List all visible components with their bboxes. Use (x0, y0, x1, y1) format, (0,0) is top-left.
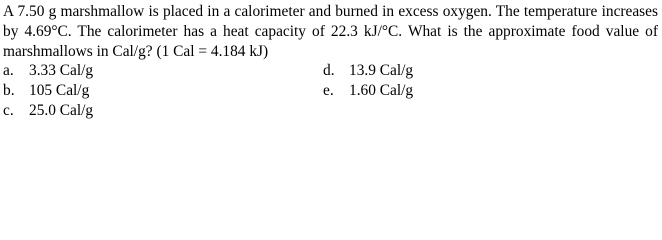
choice-letter: d. (323, 62, 335, 79)
choice-text: 105 Cal/g (29, 82, 90, 99)
choice-letter: e. (323, 82, 334, 99)
choice-letter: b. (3, 82, 15, 99)
choice-text: 13.9 Cal/g (349, 62, 414, 79)
choice-d (323, 61, 413, 81)
choice-b (3, 81, 89, 101)
choice-a (3, 61, 93, 81)
choice-text: 3.33 Cal/g (29, 62, 94, 79)
choice-text: 1.60 Cal/g (349, 82, 414, 99)
choice-c (3, 101, 93, 121)
choice-letter: c. (3, 102, 14, 119)
choice-e (323, 81, 413, 101)
choice-letter: a. (3, 62, 14, 79)
question-text: A 7.50 g marshmallow is placed in a calorimeter and burned in excess oxygen. The temperature increases by 4.69°C. The calorimeter has a heat capacity of 22.3 kJ/°C. What is the approximate food value of marshmallows in Cal/g? (1 Cal = 4.184 kJ) (3, 3, 658, 60)
choice-text: 25.0 Cal/g (29, 102, 94, 119)
